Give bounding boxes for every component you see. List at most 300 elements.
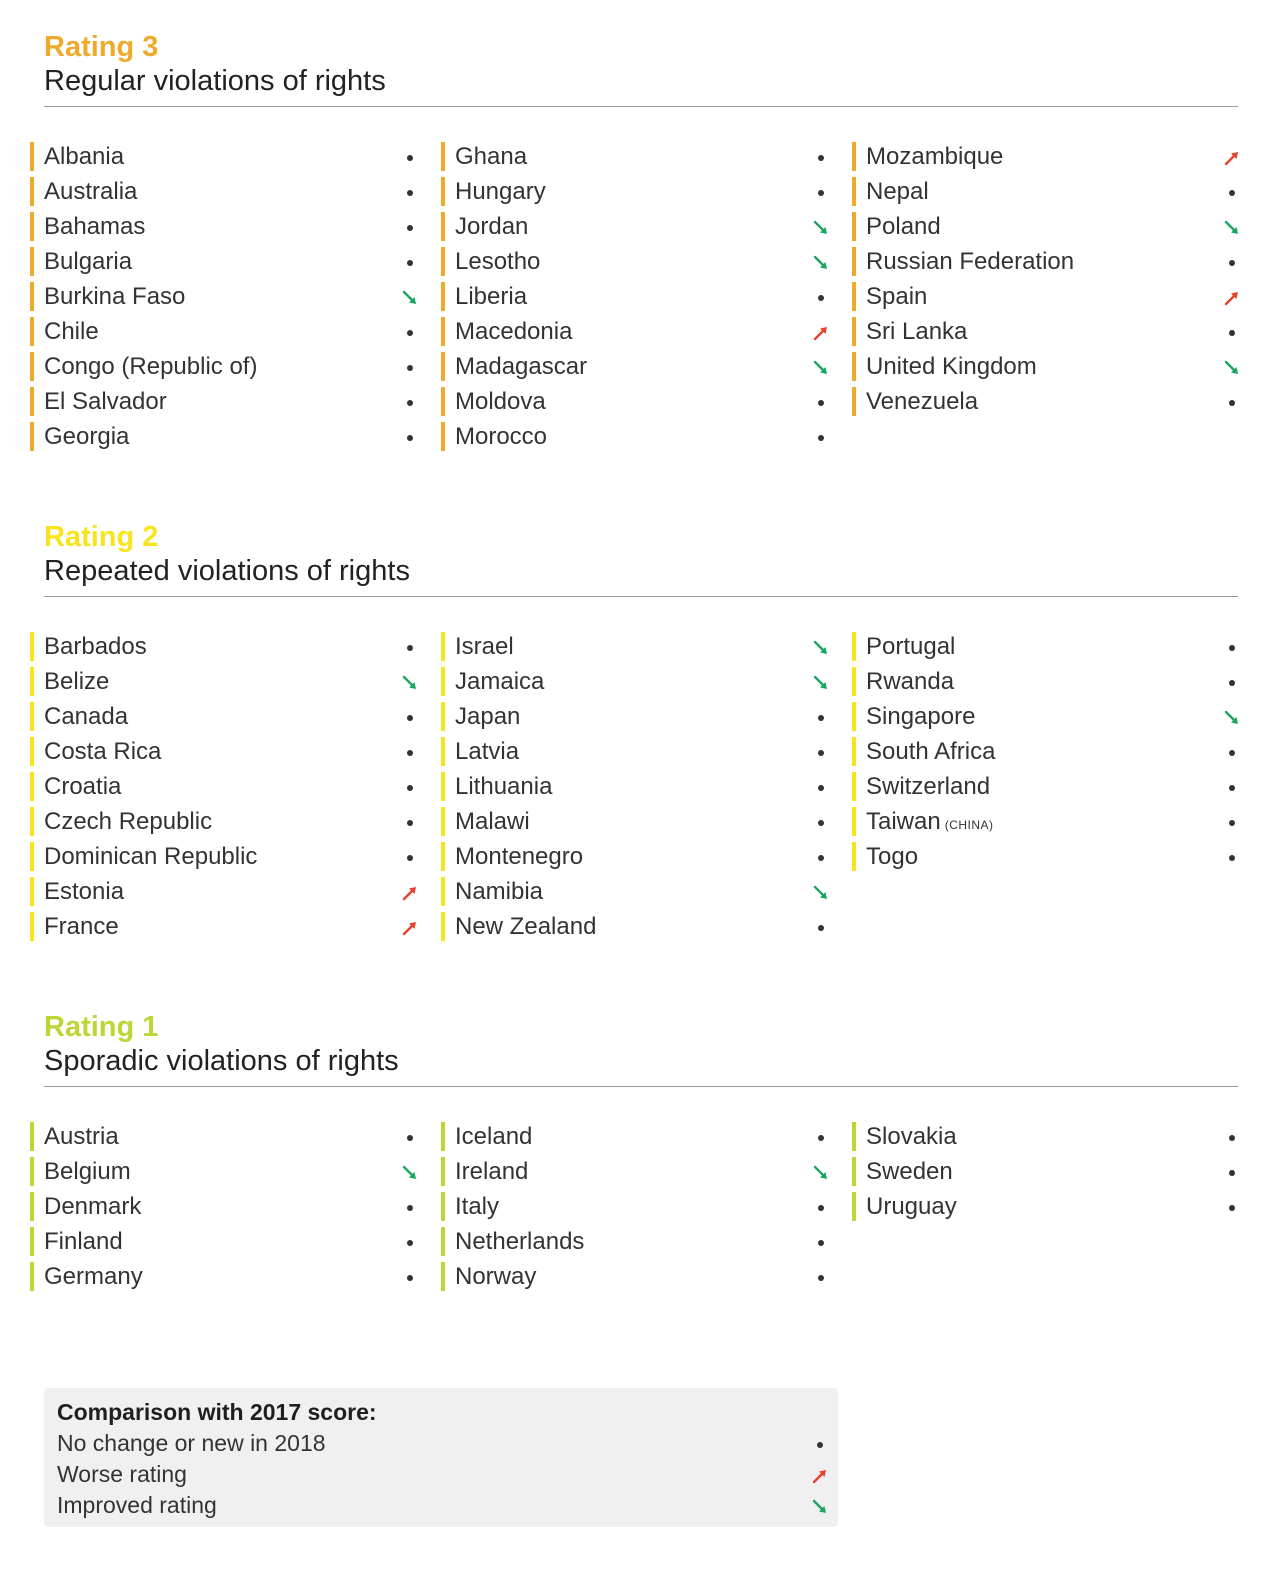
country-row (441, 210, 831, 245)
rating-color-bar (30, 177, 34, 206)
country-name (455, 805, 530, 838)
country-row (30, 1190, 420, 1225)
worse-arrow-icon (1220, 284, 1244, 312)
rating-color-bar (441, 282, 445, 311)
rating-color-bar (30, 772, 34, 801)
improved-arrow-icon (809, 879, 833, 907)
country-name-text: Burkina Faso (44, 283, 186, 310)
no-change-dot-icon (809, 914, 833, 942)
rating-color-bar (30, 1122, 34, 1151)
rating-color-bar (30, 1157, 34, 1186)
country-row (441, 665, 831, 700)
rating-color-bar (30, 807, 34, 836)
country-name (455, 840, 583, 873)
country-name (866, 245, 1074, 278)
country-name-text: Togo (866, 843, 919, 870)
country-name (44, 840, 257, 873)
rating-color-bar (30, 212, 34, 241)
country-row (30, 245, 420, 280)
country-column (852, 630, 1242, 875)
legend-label: Improved rating (57, 1492, 217, 1518)
country-name (866, 1155, 953, 1188)
country-name (866, 1190, 957, 1223)
rating-color-bar (441, 1192, 445, 1221)
no-change-dot-icon (398, 144, 422, 172)
legend-row (44, 1429, 838, 1460)
country-name (866, 805, 994, 842)
no-change-dot-icon (809, 179, 833, 207)
country-name (866, 210, 941, 243)
country-name-text: United Kingdom (866, 353, 1037, 380)
rating-color-bar (852, 177, 856, 206)
country-name (866, 280, 927, 313)
improved-arrow-icon (809, 669, 833, 697)
country-row (30, 420, 420, 455)
worse-arrow-icon (398, 879, 422, 907)
no-change-dot-icon (398, 774, 422, 802)
country-name-text: Lesotho (455, 248, 541, 275)
country-name (44, 420, 129, 453)
country-name-text: Norway (455, 1263, 537, 1290)
country-row (441, 420, 831, 455)
country-name-text: Venezuela (866, 388, 979, 415)
country-row (30, 175, 420, 210)
no-change-dot-icon (398, 634, 422, 662)
country-name-text: Lithuania (455, 773, 553, 800)
country-row (441, 245, 831, 280)
country-name-text: Belgium (44, 1158, 131, 1185)
improved-arrow-icon (1220, 354, 1244, 382)
no-change-dot-icon (809, 1194, 833, 1222)
country-row (852, 210, 1242, 245)
no-change-dot-icon (1220, 179, 1244, 207)
country-name-text: Latvia (455, 738, 520, 765)
country-column (852, 140, 1242, 420)
country-row (441, 175, 831, 210)
country-name (44, 1120, 119, 1153)
legend-row (44, 1491, 838, 1522)
country-row (30, 770, 420, 805)
country-name-note: (CHINA) (944, 818, 994, 832)
rating-color-bar (852, 142, 856, 171)
country-row (30, 210, 420, 245)
country-name-text: Morocco (455, 423, 548, 450)
country-name (455, 420, 547, 453)
no-change-dot-icon (398, 1229, 422, 1257)
no-change-dot-icon (1220, 389, 1244, 417)
country-name (866, 315, 967, 348)
country-name-text: Portugal (866, 633, 956, 660)
country-row (852, 1155, 1242, 1190)
country-row (441, 140, 831, 175)
worse-arrow-icon (1220, 144, 1244, 172)
rating-color-bar (852, 317, 856, 346)
no-change-dot-icon (398, 1264, 422, 1292)
no-change-dot-icon (398, 214, 422, 242)
no-change-dot-icon (809, 1229, 833, 1257)
no-change-dot-icon (1220, 319, 1244, 347)
rating-color-bar (30, 737, 34, 766)
rating-color-bar (852, 737, 856, 766)
country-name-text: Barbados (44, 633, 147, 660)
country-name-text: Australia (44, 178, 138, 205)
rating-color-bar (852, 212, 856, 241)
improved-arrow-icon (809, 214, 833, 242)
country-row (852, 770, 1242, 805)
country-name (866, 1120, 957, 1153)
country-name-text: Sweden (866, 1158, 953, 1185)
rating-color-bar (852, 352, 856, 381)
country-row (441, 1155, 831, 1190)
rating-color-bar (441, 737, 445, 766)
rating-color-bar (441, 1227, 445, 1256)
country-name-text: El Salvador (44, 388, 167, 415)
improved-arrow-icon (809, 634, 833, 662)
rating-color-bar (30, 282, 34, 311)
improved-arrow-icon (809, 249, 833, 277)
rating-color-bar (30, 912, 34, 941)
country-name (455, 245, 540, 278)
legend-label: No change or new in 2018 (57, 1430, 326, 1456)
no-change-dot-icon (1220, 1194, 1244, 1222)
no-change-dot-icon (1220, 739, 1244, 767)
rating-color-bar (441, 877, 445, 906)
country-name-text: Germany (44, 1263, 143, 1290)
no-change-dot-icon (1220, 249, 1244, 277)
country-row (441, 735, 831, 770)
rating-color-bar (852, 702, 856, 731)
country-name-text: Rwanda (866, 668, 955, 695)
country-name-text: Poland (866, 213, 941, 240)
rating-color-bar (852, 247, 856, 276)
country-name (866, 700, 975, 733)
rating-color-bar (30, 387, 34, 416)
improved-arrow-icon (809, 1159, 833, 1187)
country-name-text: Slovakia (866, 1123, 957, 1150)
country-name-text: Montenegro (455, 843, 584, 870)
country-name (44, 315, 99, 348)
country-name-text: South Africa (866, 738, 996, 765)
country-name (44, 280, 185, 313)
country-row (30, 875, 420, 910)
country-row (852, 665, 1242, 700)
country-row (441, 1120, 831, 1155)
country-name (455, 210, 528, 243)
country-row (852, 630, 1242, 665)
country-name (455, 385, 546, 418)
rating-color-bar (852, 1122, 856, 1151)
country-name-text: Jamaica (455, 668, 545, 695)
country-name-text: Congo (Republic of) (44, 353, 258, 380)
legend-title: Comparison with 2017 score: (57, 1399, 377, 1425)
country-name (455, 350, 587, 383)
country-row (852, 1120, 1242, 1155)
country-row (30, 385, 420, 420)
no-change-dot-icon (398, 389, 422, 417)
rating-color-bar (441, 632, 445, 661)
rating-color-bar (30, 1262, 34, 1291)
country-name (455, 1120, 532, 1153)
rating-title: Repeated violations of rights (44, 555, 410, 587)
country-name-text: Israel (455, 633, 514, 660)
no-change-dot-icon (1220, 1124, 1244, 1152)
country-name (866, 665, 954, 698)
country-row (30, 700, 420, 735)
country-row (30, 1225, 420, 1260)
country-name-text: Japan (455, 703, 521, 730)
country-name-text: Costa Rica (44, 738, 162, 765)
no-change-dot-icon (809, 389, 833, 417)
rating-color-bar (30, 142, 34, 171)
country-name (866, 175, 929, 208)
country-name (44, 175, 137, 208)
country-name (866, 385, 978, 418)
country-name (44, 700, 128, 733)
no-change-dot-icon (398, 319, 422, 347)
country-name (455, 1225, 584, 1258)
country-row (441, 875, 831, 910)
country-name-text: Macedonia (455, 318, 573, 345)
country-name-text: Estonia (44, 878, 125, 905)
rating-color-bar (30, 317, 34, 346)
country-row (30, 140, 420, 175)
country-name-text: Austria (44, 1123, 119, 1150)
rating-color-bar (441, 702, 445, 731)
country-row (30, 840, 420, 875)
legend-row (44, 1460, 838, 1491)
rating-color-bar (30, 702, 34, 731)
country-row (441, 805, 831, 840)
no-change-dot-icon (398, 1124, 422, 1152)
country-name (44, 630, 147, 663)
rating-color-bar (30, 667, 34, 696)
country-name-text: Chile (44, 318, 99, 345)
country-row (852, 840, 1242, 875)
country-name-text: Denmark (44, 1193, 142, 1220)
rating-color-bar (441, 1157, 445, 1186)
country-name (44, 385, 167, 418)
rating-color-bar (852, 632, 856, 661)
rating-color-bar (852, 387, 856, 416)
rating-color-bar (30, 842, 34, 871)
country-name (455, 175, 546, 208)
country-name-text: Moldova (455, 388, 546, 415)
rating-color-bar (852, 667, 856, 696)
country-column (852, 1120, 1242, 1225)
country-name-text: Sri Lanka (866, 318, 968, 345)
no-change-dot-icon (809, 144, 833, 172)
country-row (30, 1155, 420, 1190)
no-change-dot-icon (398, 424, 422, 452)
country-column (30, 630, 420, 945)
worse-arrow-icon (809, 319, 833, 347)
country-name (44, 875, 124, 908)
country-name-text: Mozambique (866, 143, 1004, 170)
country-row (852, 1190, 1242, 1225)
country-name-text: Jordan (455, 213, 529, 240)
no-change-dot-icon (398, 1194, 422, 1222)
rating-color-bar (30, 352, 34, 381)
country-name-text: Liberia (455, 283, 528, 310)
worse-arrow-icon (398, 914, 422, 942)
country-row (852, 140, 1242, 175)
country-name (44, 1225, 123, 1258)
country-name (44, 735, 161, 768)
section-divider (44, 1086, 1238, 1087)
country-name (455, 1260, 536, 1293)
country-name (455, 700, 520, 733)
country-name (455, 665, 544, 698)
country-row (852, 245, 1242, 280)
country-name-text: Ireland (455, 1158, 529, 1185)
country-name-text: Uruguay (866, 1193, 957, 1220)
section-divider (44, 106, 1238, 107)
rating-color-bar (441, 387, 445, 416)
rating-color-bar (441, 212, 445, 241)
country-name (44, 350, 257, 383)
no-change-dot-icon (1220, 844, 1244, 872)
country-name-text: Taiwan (866, 808, 941, 835)
country-name (455, 630, 514, 663)
country-name (455, 770, 552, 803)
country-row (441, 910, 831, 945)
country-name (455, 140, 527, 173)
country-row (30, 280, 420, 315)
country-name-text: Spain (866, 283, 928, 310)
country-name-text: Madagascar (455, 353, 588, 380)
country-name-text: Nepal (866, 178, 929, 205)
country-name-text: Iceland (455, 1123, 533, 1150)
rating-color-bar (441, 142, 445, 171)
rating-color-bar (852, 1157, 856, 1186)
rating-color-bar (441, 352, 445, 381)
country-column (30, 1120, 420, 1295)
improved-arrow-icon (398, 284, 422, 312)
country-name (44, 210, 145, 243)
country-name-text: Ghana (455, 143, 528, 170)
country-name-text: Namibia (455, 878, 544, 905)
no-change-dot-icon (398, 704, 422, 732)
rating-color-bar (30, 1192, 34, 1221)
country-row (441, 630, 831, 665)
country-row (852, 700, 1242, 735)
rating-title: Regular violations of rights (44, 65, 386, 97)
country-name-text: Albania (44, 143, 125, 170)
country-name-text: Malawi (455, 808, 530, 835)
country-name (44, 1155, 131, 1188)
country-name-text: Canada (44, 703, 129, 730)
rating-label: Rating 2 (44, 521, 159, 553)
country-row (30, 665, 420, 700)
no-change-dot-icon (398, 249, 422, 277)
country-name (455, 280, 527, 313)
country-row (852, 735, 1242, 770)
country-name (44, 770, 121, 803)
country-name (866, 630, 955, 663)
no-change-dot-icon (1220, 809, 1244, 837)
country-row (441, 315, 831, 350)
country-name (866, 770, 990, 803)
worse-arrow-icon (808, 1462, 832, 1490)
rating-color-bar (441, 177, 445, 206)
country-name (866, 140, 1003, 173)
no-change-dot-icon (809, 1264, 833, 1292)
no-change-dot-icon (1220, 1159, 1244, 1187)
no-change-dot-icon (398, 809, 422, 837)
country-row (441, 280, 831, 315)
no-change-dot-icon (398, 739, 422, 767)
no-change-dot-icon (809, 284, 833, 312)
country-name-text: Hungary (455, 178, 546, 205)
no-change-dot-icon (809, 739, 833, 767)
country-column (441, 1120, 831, 1295)
country-row (852, 385, 1242, 420)
country-name-text: Netherlands (455, 1228, 585, 1255)
country-row (30, 805, 420, 840)
rating-color-bar (441, 842, 445, 871)
rating-color-bar (852, 1192, 856, 1221)
country-name (866, 735, 995, 768)
country-name (44, 1260, 143, 1293)
rating-color-bar (852, 842, 856, 871)
country-name (44, 1190, 141, 1223)
rating-color-bar (441, 772, 445, 801)
country-row (30, 630, 420, 665)
no-change-dot-icon (809, 844, 833, 872)
country-name-text: Bahamas (44, 213, 146, 240)
country-name-text: Finland (44, 1228, 123, 1255)
country-name (455, 735, 519, 768)
rating-color-bar (852, 807, 856, 836)
no-change-dot-icon (1220, 634, 1244, 662)
country-name (44, 245, 132, 278)
country-name (44, 140, 124, 173)
country-row (441, 700, 831, 735)
country-column (441, 630, 831, 945)
rating-color-bar (441, 667, 445, 696)
no-change-dot-icon (809, 774, 833, 802)
country-name (455, 315, 572, 348)
rating-color-bar (30, 422, 34, 451)
country-name-text: Georgia (44, 423, 130, 450)
country-row (30, 1120, 420, 1155)
country-name-text: Switzerland (866, 773, 991, 800)
country-name-text: France (44, 913, 119, 940)
country-name (44, 910, 119, 943)
country-name-text: Czech Republic (44, 808, 213, 835)
improved-arrow-icon (808, 1493, 832, 1521)
section-divider (44, 596, 1238, 597)
country-row (30, 735, 420, 770)
country-name-text: New Zealand (455, 913, 597, 940)
country-column (441, 140, 831, 455)
country-name-text: Dominican Republic (44, 843, 258, 870)
no-change-dot-icon (398, 844, 422, 872)
country-row (852, 315, 1242, 350)
rating-color-bar (30, 632, 34, 661)
country-name (455, 875, 543, 908)
country-row (441, 840, 831, 875)
country-row (852, 805, 1242, 840)
no-change-dot-icon (1220, 774, 1244, 802)
legend-box (44, 1388, 838, 1527)
country-row (441, 385, 831, 420)
country-name (866, 840, 918, 873)
rating-color-bar (30, 877, 34, 906)
improved-arrow-icon (398, 669, 422, 697)
improved-arrow-icon (1220, 214, 1244, 242)
rating-color-bar (441, 422, 445, 451)
